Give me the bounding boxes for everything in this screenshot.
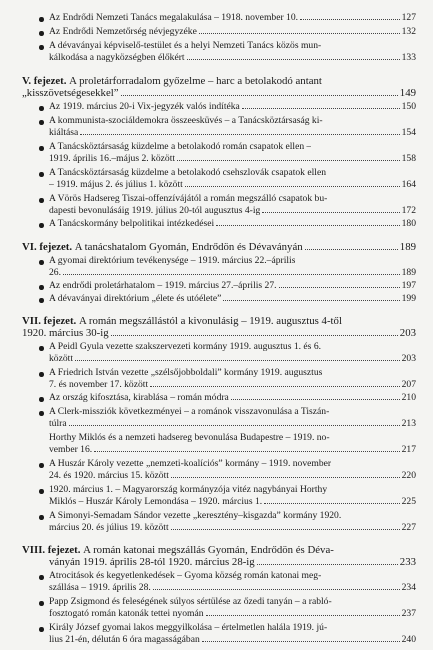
toc-entry-line[interactable] [49, 406, 416, 417]
dot-leader [80, 127, 399, 135]
toc-entry[interactable] [49, 582, 416, 593]
dot-leader [177, 153, 400, 161]
dot-leader [199, 26, 400, 34]
toc-entry[interactable] [49, 634, 416, 645]
dot-leader [69, 418, 400, 426]
toc-entry-line[interactable] [49, 141, 416, 152]
bullet-icon [39, 260, 44, 265]
bullet-icon [39, 627, 44, 632]
toc-entry[interactable] [49, 444, 416, 455]
chapter-title: A román katonai megszállás Gyomán, Endrődön és Déva- [83, 545, 334, 556]
toc-page-number: 203 [401, 353, 416, 364]
toc-entry-text: – 1919. május 2. és július 1. között [49, 179, 183, 190]
bullet-icon [39, 489, 44, 494]
toc-page-number: 149 [399, 88, 416, 99]
toc-page-number: 220 [401, 470, 416, 481]
toc-entry-text: A dévaványai képviselő-testület és a helyi Nemzeti Tanács közös mun- [49, 40, 322, 51]
toc-entry[interactable] [49, 470, 416, 481]
toc-entry-text: Atrocitások és kegyetlenkedések – Gyoma község román katonai meg- [49, 570, 322, 581]
toc-page-number: 132 [401, 26, 416, 37]
toc-page-number: 199 [401, 293, 416, 304]
bullet-icon [39, 198, 44, 203]
toc-entry-text: kiáltása [49, 127, 79, 138]
toc-entry-text: 1919. április 16.–május 2. között [49, 153, 176, 164]
toc-page-number: 154 [401, 127, 416, 138]
toc-entry-line[interactable] [49, 484, 416, 495]
dot-leader [171, 470, 400, 478]
toc-entry-text: között [49, 353, 73, 364]
toc-page-number: 158 [401, 153, 416, 164]
toc-entry-text: A Clerk-missziók következményei – a románok visszavonulása a Tiszán- [49, 406, 330, 417]
dot-leader [231, 392, 400, 400]
toc-entry-text: A Friedrich István vezette „szélsőjobboldali” kormány 1919. augusztus [49, 367, 323, 378]
dot-leader [150, 379, 399, 387]
toc-entry-line[interactable] [49, 596, 416, 607]
toc-entry-line[interactable] [49, 341, 416, 352]
chapter-heading[interactable] [49, 557, 416, 568]
bullet-icon [39, 285, 44, 290]
toc-entry-text: A Peidl Gyula vezette szakszervezeti kormány 1919. augusztus 1. és 6. [49, 341, 322, 352]
toc-entry-text: 26. [49, 267, 61, 278]
dot-leader [264, 496, 399, 504]
toc-entry[interactable] [49, 52, 416, 63]
toc-page-number: 234 [401, 582, 416, 593]
bullet-icon [39, 463, 44, 468]
bullet-icon [39, 31, 44, 36]
toc-entry-text: március 20. és július 19. között [49, 522, 169, 533]
toc-entry[interactable] [49, 608, 416, 619]
chapter-title: 1920. március 30-ig [22, 328, 109, 339]
bullet-icon [39, 397, 44, 402]
toc-page-number: 233 [399, 557, 416, 568]
toc-entry-text: 7. és november 17. között [49, 379, 149, 390]
chapter-title: ványán 1919. április 28-tól 1920. március 28-ig [49, 557, 255, 568]
bullet-icon [39, 346, 44, 351]
toc-entry[interactable] [49, 12, 416, 23]
toc-entry-text: 24. és 1920. március 15. között [49, 470, 169, 481]
dot-leader [300, 12, 400, 20]
toc-page-number: 217 [401, 444, 416, 455]
toc-entry-line[interactable] [49, 458, 416, 469]
toc-entry[interactable] [49, 522, 416, 533]
toc-entry-line[interactable] [49, 367, 416, 378]
dot-leader [206, 608, 400, 616]
toc-page-number: 240 [401, 634, 416, 645]
bullet-icon [39, 223, 44, 228]
chapter-title: A román megszállástól a kivonulásig – 1919. augusztus 4-től [78, 316, 342, 327]
toc-entry-text: szállása – 1919. április 28. [49, 582, 151, 593]
toc-entry-line[interactable] [49, 255, 416, 266]
toc-entry-text: 1920. március 1. – Magyarország kormányzója vitéz nagybányai Horthy [49, 484, 328, 495]
toc-entry[interactable] [49, 179, 416, 190]
toc-entry-text: Horthy Miklós és a nemzeti hadsereg bevonulása Budapestre – 1919. no- [49, 432, 330, 443]
bullet-icon [39, 17, 44, 22]
bullet-icon [39, 298, 44, 303]
toc-entry-text: A Tanácskormány belpolitikai intézkedései [49, 218, 215, 229]
dot-leader [121, 88, 398, 96]
toc-entry[interactable] [49, 267, 416, 278]
toc-entry-text: kálkodása a nagyközségben élőkért [49, 52, 185, 63]
toc-page-number: 180 [401, 218, 416, 229]
dot-leader [305, 242, 398, 250]
dot-leader [185, 179, 400, 187]
toc-page-number: 150 [401, 101, 416, 112]
toc-entry[interactable] [49, 418, 416, 429]
toc-entry[interactable] [49, 280, 416, 291]
dot-leader [279, 280, 400, 288]
bullet-icon [39, 372, 44, 377]
toc-entry-text: dapesti bevonulásáig 1919. július 20-tól augusztus 4-ig [49, 205, 261, 216]
dot-leader [257, 557, 398, 565]
dot-leader [187, 52, 400, 60]
chapter-title: „kisszövetségesekkel” [22, 88, 119, 99]
toc-entry-text: Papp Zsigmond és feleségének súlyos sértülése az őzedi tanyán – a rabló- [49, 596, 332, 607]
bullet-icon [39, 575, 44, 580]
toc-page-number: 189 [399, 242, 416, 253]
bullet-icon [39, 106, 44, 111]
dot-leader [223, 293, 399, 301]
dot-leader [111, 328, 398, 336]
toc-entry[interactable] [49, 293, 416, 304]
dot-leader [171, 522, 400, 530]
toc-entry-line[interactable] [49, 432, 416, 443]
toc-entry-text: A Tanácsköztársaság küzdelme a betolakodó román csapatok ellen – [49, 141, 312, 152]
toc-entry-line[interactable] [49, 167, 416, 178]
toc-entry-text: Az Endrődi Nemzeti Tanács megalakulása – 1918. november 10. [49, 12, 299, 23]
toc-entry[interactable] [49, 496, 416, 507]
toc-entry[interactable] [49, 127, 416, 138]
toc-entry-line[interactable] [49, 622, 416, 633]
toc-entry[interactable] [49, 101, 416, 112]
toc-entry-text: Az 1919. március 20-i Vix-jegyzék valós indítéka [49, 101, 240, 112]
chapter-number: VI. fejezet. [22, 242, 73, 253]
toc-entry[interactable] [49, 26, 416, 37]
toc-page-number: 203 [399, 328, 416, 339]
toc-entry-line[interactable] [49, 40, 416, 51]
chapter-number: V. fejezet. [22, 76, 67, 87]
chapter-number: VIII. fejezet. [22, 545, 81, 556]
chapter-heading[interactable] [22, 88, 416, 99]
toc-entry[interactable] [49, 392, 416, 403]
dot-leader [262, 205, 399, 213]
bullet-icon [39, 45, 44, 50]
toc-entry-text: A Simonyi-Semadam Sándor vezette „keresztény–kisgazda” kormány 1920. [49, 510, 342, 521]
toc-entry-line[interactable] [49, 570, 416, 581]
toc-entry[interactable] [49, 153, 416, 164]
dot-leader [94, 444, 399, 452]
toc-entry[interactable] [49, 353, 416, 364]
toc-entry-text: fosztogató román katonák tettei nyomán [49, 608, 204, 619]
toc-entry-text: A gyomai direktórium tevékenysége – 1919. március 22.–április [49, 255, 296, 266]
chapter-heading-line[interactable] [22, 545, 416, 556]
toc-entry-text: A kommunista-szociáldemokra összeesküvés – a Tanácsköztársaság ki- [49, 115, 323, 126]
chapter-number: VII. fejezet. [22, 316, 77, 327]
toc-page-number: 207 [401, 379, 416, 390]
toc-entry-text: lius 21-én, délután 6 óra magasságában [49, 634, 200, 645]
dot-leader [153, 582, 400, 590]
toc-entry-text: Az Endrődi Nemzetőrség névjegyzéke [49, 26, 197, 37]
toc-entry-line[interactable] [49, 115, 416, 126]
toc-page-number: 225 [401, 496, 416, 507]
chapter-heading[interactable] [22, 242, 416, 253]
toc-page-number: 227 [401, 522, 416, 533]
dot-leader [242, 101, 400, 109]
toc-entry-line[interactable] [49, 510, 416, 521]
toc-entry-text: A Huszár Károly vezette „nemzeti-koalíciós” kormány – 1919. november [49, 458, 332, 469]
dot-leader [75, 353, 400, 361]
chapter-title: A tanácshatalom Gyomán, Endrődön és Dévaványán [74, 242, 303, 253]
bullet-icon [39, 146, 44, 151]
bullet-icon [39, 411, 44, 416]
toc-page-number: 164 [401, 179, 416, 190]
chapter-heading[interactable] [22, 328, 416, 339]
chapter-title: A proletárforradalom győzelme – harc a betolakodó antant [69, 76, 322, 87]
toc-page-number: 213 [401, 418, 416, 429]
toc-entry-text: Az endrődi proletárhatalom – 1919. március 27.–április 27. [49, 280, 277, 291]
toc-page-number: 237 [401, 608, 416, 619]
bullet-icon [39, 515, 44, 520]
toc-entry-text: Miklós – Huszár Károly Lemondása – 1920. március 1. [49, 496, 263, 507]
bullet-icon [39, 172, 44, 177]
toc-page-number: 210 [401, 392, 416, 403]
toc-page-number: 133 [401, 52, 416, 63]
toc-entry[interactable] [49, 205, 416, 216]
toc-entry-text: Az ország kifosztása, kirablása – román módra [49, 392, 229, 403]
bullet-icon [39, 601, 44, 606]
toc-entry[interactable] [49, 379, 416, 390]
chapter-heading-line[interactable] [22, 76, 416, 87]
toc-entry-text: A dévaványai direktórium „élete és utóélete” [49, 293, 222, 304]
toc-page-number: 127 [401, 12, 416, 23]
toc-page-number: 197 [401, 280, 416, 291]
bullet-icon [39, 120, 44, 125]
toc-entry[interactable] [49, 218, 416, 229]
chapter-heading-line[interactable] [22, 316, 416, 327]
toc-entry-text: A Vörös Hadsereg Tiszai-offenzívájától a román megszálló csapatok bu- [49, 193, 328, 204]
toc-entry-text: vember 16. [49, 444, 93, 455]
toc-page-number: 189 [401, 267, 416, 278]
dot-leader [63, 267, 400, 275]
dot-leader [216, 218, 399, 226]
toc-entry-text: A Tanácsköztársaság küzdelme a betolakodó csehszlovák csapatok ellen [49, 167, 326, 178]
toc-entry-line[interactable] [49, 193, 416, 204]
toc-entry-text: túlra [49, 418, 67, 429]
dot-leader [202, 634, 400, 642]
toc-entry-text: Király József gyomai lakos meggyilkolása – értelmetlen halála 1919. jú- [49, 622, 328, 633]
toc-page-number: 172 [401, 205, 416, 216]
